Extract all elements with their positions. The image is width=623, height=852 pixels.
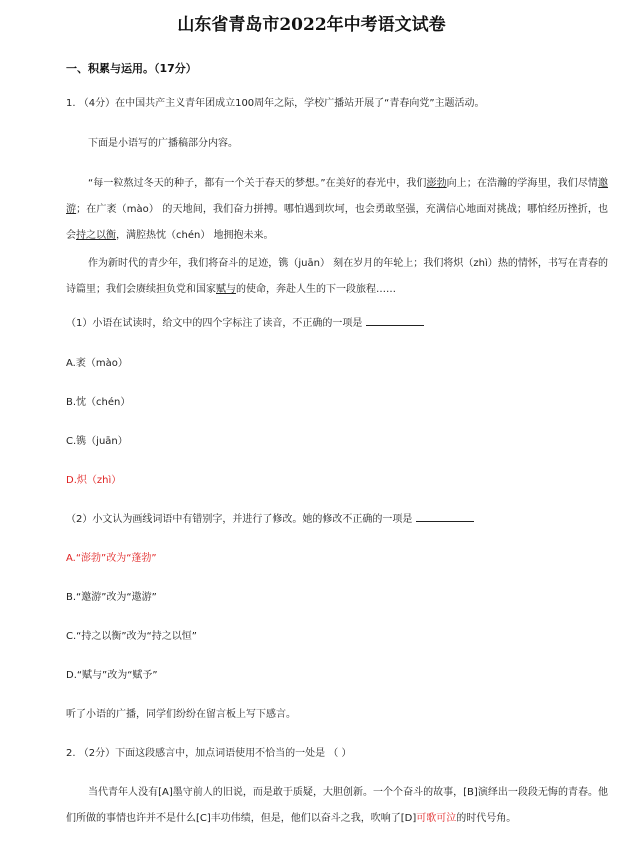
sub2-option-c: C.“持之以衡”改为“持之以恒” — [66, 631, 197, 642]
q1-intro: 下面是小语写的广播稿部分内容。 — [88, 138, 238, 149]
passage-text: ，满腔热忱（chén） 地拥抱未来。 — [116, 230, 274, 241]
q1-passage-2 — [66, 251, 608, 303]
passage-text: 的使命，奔赴人生的下一段旅程…… — [236, 284, 396, 295]
passage-text: 当代青年人没有[A]墨守前人的旧说，而是敢于质疑，大胆创新。一个个奋斗的故事，[B]演绎出一段段无悔的青春。他们所做的事情也许并不是什么[C]丰功伟绩，但是，他们以奋斗之我，吹响了[D] — [66, 787, 608, 824]
sub2-stem — [66, 507, 606, 533]
answer-highlight: 可歌可泣 — [416, 813, 457, 824]
sub1-stem-text: （1）小语在试读时，给文中的四个字标注了读音，不正确的一项是 — [66, 318, 363, 329]
q1-passage-1 — [66, 171, 608, 249]
sub1-option-d-answer: D.炽（zhì） — [66, 475, 122, 486]
underlined-word-3: 持之以衡 — [76, 230, 116, 241]
q2-passage — [66, 780, 608, 832]
sub1-option-a: A.袤（mào） — [66, 358, 128, 369]
answer-blank — [416, 511, 474, 522]
underlined-word-2: 邀游 — [66, 178, 609, 215]
underlined-word-1: 澎勃 — [426, 178, 447, 189]
underlined-word-4: 赋与 — [216, 284, 236, 295]
sub1-option-c: C.镌（juān） — [66, 436, 128, 447]
q1-stem: 1. （4分）在中国共产主义青年团成立100周年之际，学校广播站开展了“青春向党”主题活动。 — [66, 98, 485, 109]
q1-after-text: 听了小语的广播，同学们纷纷在留言板上写下感言。 — [66, 709, 296, 720]
passage-text: 作为新时代的青少年，我们将奋斗的足迹，镌（juān） 刻在岁月的年轮上；我们将炽（zhì）热的情怀，书写在青春的诗篇里；我们会赓续担负党和国家 — [66, 258, 608, 295]
sub1-stem — [66, 311, 606, 337]
passage-text: ；在广袤（mào） 的天地间，我们奋力拼搏。哪怕遇到坎坷，也会勇敢坚强，充满信心地面对挑战；哪怕经历挫折，也会 — [66, 204, 609, 241]
passage-text: 的时代号角。 — [456, 813, 517, 824]
sub1-option-b: B.忱（chén） — [66, 397, 131, 408]
q2-stem: 2. （2分）下面这段感言中，加点词语使用不恰当的一处是 （ ） — [66, 748, 352, 759]
section-heading: 一、积累与运用。（17分） — [66, 62, 197, 75]
passage-text: 向上；在浩瀚的学海里，我们尽情 — [446, 178, 599, 189]
answer-blank — [366, 315, 424, 326]
sub2-stem-text: （2）小文认为画线词语中有错别字，并进行了修改。她的修改不正确的一项是 — [66, 514, 413, 525]
sub2-option-a-answer: A.“澎勃”改为“蓬勃” — [66, 553, 157, 564]
passage-text: “每一粒熬过冬天的种子，都有一个关于春天的梦想。”在美好的春光中，我们 — [88, 178, 427, 189]
paper-title: 山东省青岛市2022年中考语文试卷 — [177, 15, 446, 35]
sub2-option-d: D.“赋与”改为“赋予” — [66, 670, 158, 681]
sub2-option-b: B.“邀游”改为“遨游” — [66, 592, 157, 603]
